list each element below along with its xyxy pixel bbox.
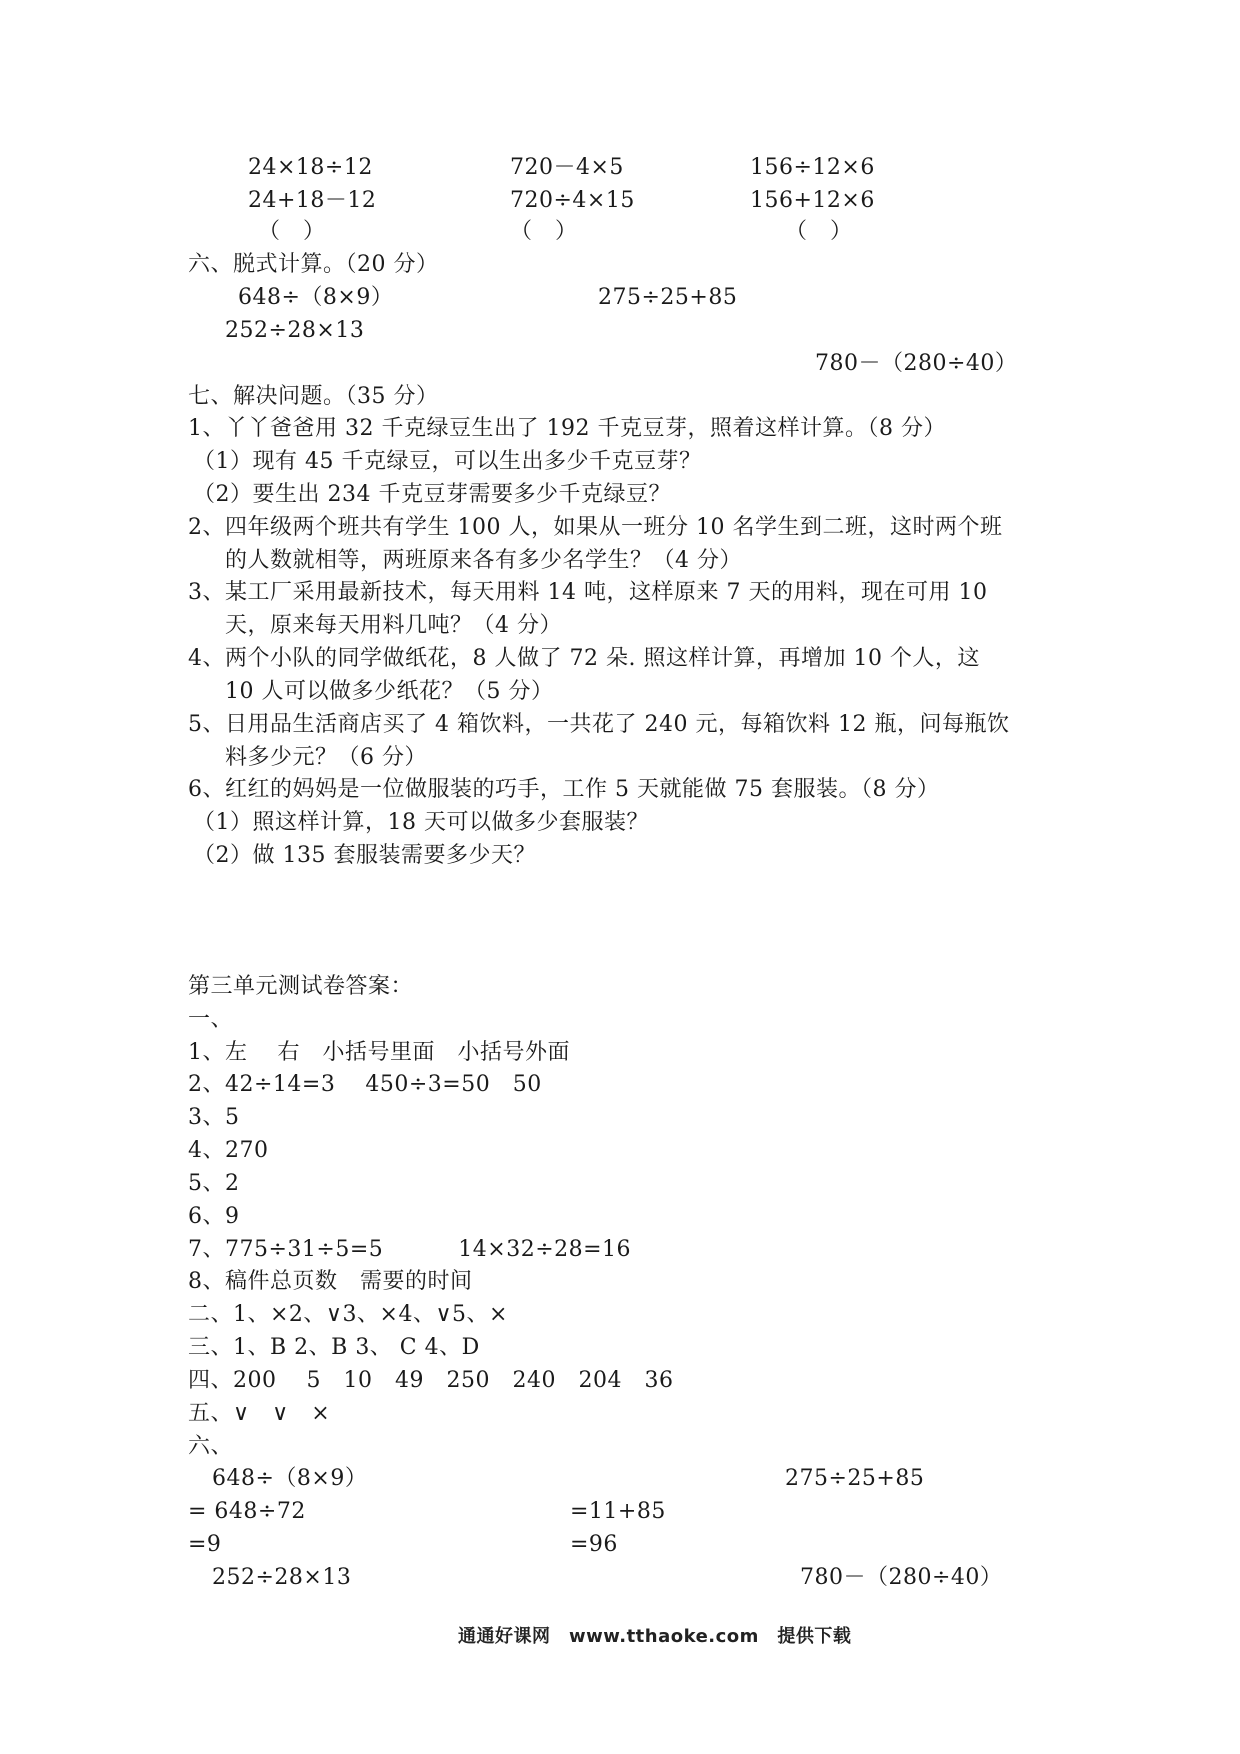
work-left-line: = 648÷72	[188, 1499, 306, 1524]
problem-line: 3、某工厂采用最新技术，每天用料 14 吨，这样原来 7 天的用料，现在可用 10	[188, 580, 988, 605]
problem-line: （2）要生出 234 千克豆芽需要多少千克绿豆？	[193, 482, 671, 507]
answer-line: 4、270	[188, 1138, 269, 1163]
answer-line: 四、200 5 10 49 250 240 204 36	[188, 1368, 674, 1393]
problem-line: 料多少元？（6 分）	[225, 745, 427, 770]
answer-blank-1: （ ）	[258, 219, 326, 244]
problem-line: （1）现有 45 千克绿豆，可以生出多少千克豆芽？	[193, 449, 702, 474]
answer-line: 一、	[188, 1007, 234, 1032]
answer-line: 6、9	[188, 1204, 240, 1229]
answers-title: 第三单元测试卷答案：	[188, 974, 414, 999]
work-left-line: =9	[188, 1532, 222, 1557]
problem-line: 1、丫丫爸爸用 32 千克绿豆生出了 192 千克豆芽，照着这样计算。（8 分）	[188, 416, 946, 441]
work-left-line: 648÷（8×9）	[212, 1466, 368, 1491]
answer-line: 8、稿件总页数 需要的时间	[188, 1269, 473, 1294]
work-right-line: 780－（280÷40）	[800, 1565, 1003, 1590]
problem-line: 2、四年级两个班共有学生 100 人，如果从一班分 10 名学生到二班，这时两个班	[188, 515, 1003, 540]
answer-line: 三、1、B 2、B 3、 C 4、D	[188, 1335, 480, 1360]
answer-line: 2、42÷14=3 450÷3=50 50	[188, 1072, 542, 1097]
problem-line: 4、两个小队的同学做纸花，8 人做了 72 朵. 照这样计算，再增加 10 个人，这	[188, 646, 980, 671]
problem-line: 天，原来每天用料几吨？（4 分）	[225, 613, 562, 638]
answer-line: 1、左 右 小括号里面 小括号外面	[188, 1040, 570, 1065]
work-mid-line: =11+85	[570, 1499, 666, 1524]
expr-row2-col1: 24+18－12	[248, 188, 377, 213]
expr-row2-col3: 156+12×6	[750, 188, 875, 213]
answer-line: 5、2	[188, 1171, 240, 1196]
section6-heading: 六、脱式计算。（20 分）	[188, 252, 439, 277]
work-left-line: 252÷28×13	[212, 1565, 352, 1590]
work-right-line: 275÷25+85	[785, 1466, 925, 1491]
section7-heading: 七、解决问题。（35 分）	[188, 384, 439, 409]
expr-row2-col2: 720÷4×15	[510, 188, 635, 213]
problem-line: 5、日用品生活商店买了 4 箱饮料，一共花了 240 元，每箱饮料 12 瓶，问每瓶饮	[188, 712, 1010, 737]
answer-line: 六、	[188, 1434, 234, 1459]
answer-blank-3: （ ）	[785, 219, 853, 244]
answer-line: 二、1、×2、∨3、×4、∨5、×	[188, 1302, 508, 1327]
problem-line: （1）照这样计算，18 天可以做多少套服装？	[193, 810, 649, 835]
section6-expr4: 780－（280÷40）	[815, 351, 1018, 376]
problem-line: 6、红红的妈妈是一位做服装的巧手，工作 5 天就能做 75 套服装。（8 分）	[188, 777, 940, 802]
answer-line: 3、5	[188, 1105, 240, 1130]
problem-line: （2）做 135 套服装需要多少天？	[193, 843, 536, 868]
footer-credit: 通通好课网 www.tthaoke.com 提供下载	[458, 1626, 852, 1647]
expr-row1-col3: 156÷12×6	[750, 155, 875, 180]
answer-line: 五、∨ ∨ ×	[188, 1401, 331, 1426]
section6-expr2: 275÷25+85	[598, 285, 738, 310]
work-mid-line: =96	[570, 1532, 618, 1557]
answer-line: 7、775÷31÷5=5 14×32÷28=16	[188, 1237, 632, 1262]
problem-line: 10 人可以做多少纸花？（5 分）	[225, 679, 554, 704]
problem-line: 的人数就相等，两班原来各有多少名学生？（4 分）	[225, 548, 742, 573]
expr-row1-col1: 24×18÷12	[248, 155, 373, 180]
expr-row1-col2: 720－4×5	[510, 155, 624, 180]
section6-expr1: 648÷（8×9）	[238, 285, 394, 310]
section6-expr3: 252÷28×13	[225, 318, 365, 343]
answer-blank-2: （ ）	[510, 219, 578, 244]
